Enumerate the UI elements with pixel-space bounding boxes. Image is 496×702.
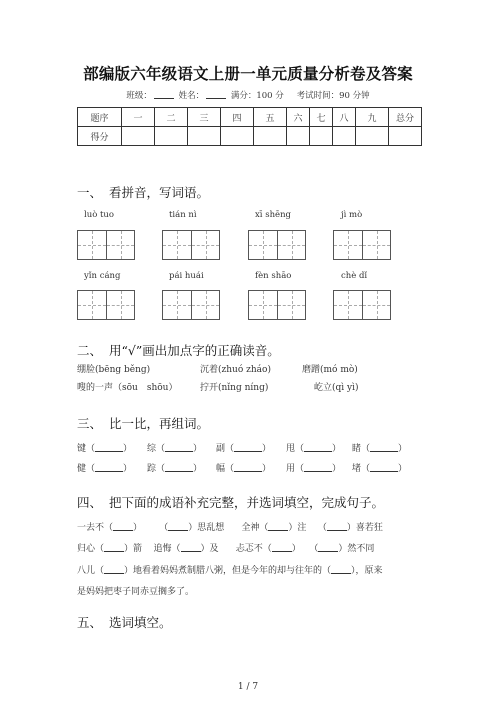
pinyin: chè dǐ (341, 271, 368, 281)
score-input-cell[interactable] (254, 127, 287, 146)
idiom-line-2: 归心（ ）箭 追悔（ ）及 忐忑不（ ） （ ）然不同 (77, 544, 375, 554)
score-input-cell[interactable] (310, 127, 333, 146)
answer-blank[interactable] (104, 542, 124, 552)
pinyin: xī shēng (255, 210, 291, 220)
answer-blank[interactable] (165, 442, 193, 452)
section-number: 四、 (77, 495, 103, 510)
section-3-heading (77, 414, 209, 432)
idiom-line-3: 八儿（ ）地看着妈妈煮制腊八粥，但是今年的却与往年的（ ），原来 (77, 566, 383, 576)
writing-grid[interactable] (248, 230, 306, 260)
pinyin: yǐn cáng (84, 271, 121, 281)
section-title: 看拼音，写词语。 (109, 185, 210, 200)
section-title: 选词填空。 (109, 615, 172, 630)
reading-option[interactable]: 磨蹭(mó mò) (302, 365, 358, 375)
table-cell: 题序 (78, 108, 122, 127)
section-number: 三、 (77, 416, 103, 431)
compare-item: 用（ ） (286, 464, 342, 474)
answer-blank[interactable] (168, 521, 188, 531)
score-input-cell[interactable] (356, 127, 389, 146)
table-cell: 三 (188, 108, 221, 127)
reading-option[interactable]: 嗖的一声（sōu shōu） (77, 383, 178, 393)
pinyin: pái huái (169, 271, 204, 281)
full-score: 满分：100 分 (230, 91, 284, 101)
compare-item: 幅（ ） (216, 464, 272, 474)
answer-blank[interactable] (272, 542, 292, 552)
character: 综 (147, 444, 157, 454)
section-number: 五、 (77, 615, 103, 630)
reading-option[interactable]: 屹立(qì yì) (314, 383, 359, 393)
document-title: 部编版六年级语文上册一单元质量分析卷及答案 (83, 65, 413, 83)
answer-blank[interactable] (95, 442, 123, 452)
answer-blank[interactable] (104, 564, 124, 574)
section-4-heading (77, 493, 384, 511)
compare-item: 堵（ ） (352, 464, 408, 474)
section-1-heading (77, 183, 209, 201)
compare-item: 副（ ） (216, 444, 272, 454)
section-number: 二、 (77, 343, 103, 358)
answer-blank[interactable] (181, 542, 201, 552)
answer-blank[interactable] (268, 521, 288, 531)
answer-blank[interactable] (234, 442, 262, 452)
table-cell: 得分 (78, 127, 122, 146)
table-cell: 九 (356, 108, 389, 127)
character: 副 (216, 444, 226, 454)
compare-row-2: 健（ ） (77, 464, 133, 474)
score-input-cell[interactable] (221, 127, 254, 146)
reading-option[interactable]: 绷脸(bēng běng) (77, 365, 151, 375)
score-input-cell[interactable] (287, 127, 310, 146)
pinyin: luò tuo (84, 210, 115, 220)
class-label: 班级： (126, 91, 152, 101)
idiom-line-1: 一去不（ ） （ ）思乱想 全神（ ）注 （ ）喜若狂 (77, 523, 383, 533)
answer-blank[interactable] (95, 462, 123, 472)
section-2-heading (77, 341, 280, 359)
character: 幅 (216, 464, 226, 474)
writing-grid[interactable] (162, 230, 220, 260)
table-cell: 七 (310, 108, 333, 127)
score-table-header-row (78, 108, 422, 127)
answer-blank[interactable] (370, 442, 398, 452)
answer-blank[interactable] (304, 462, 332, 472)
compare-item: 踪（ ） (147, 464, 203, 474)
writing-grid[interactable] (248, 290, 306, 320)
table-cell: 一 (122, 108, 155, 127)
writing-grid[interactable] (333, 290, 391, 320)
character: 健 (77, 464, 87, 474)
character: 睹 (352, 444, 362, 454)
score-table (77, 107, 422, 146)
table-cell: 八 (333, 108, 356, 127)
score-input-cell[interactable] (188, 127, 221, 146)
answer-blank[interactable] (327, 521, 347, 531)
name-blank (206, 89, 226, 99)
reading-option[interactable]: 拧开(nǐng níng) (200, 383, 269, 393)
writing-grid[interactable] (77, 230, 135, 260)
section-title: 用“√”画出加点字的正确读音。 (109, 343, 280, 358)
answer-blank[interactable] (370, 462, 398, 472)
writing-grid[interactable] (77, 290, 135, 320)
pinyin: tián nì (169, 210, 197, 220)
table-cell: 总分 (389, 108, 422, 127)
character: 堵 (352, 464, 362, 474)
compare-item: 综（ ） (147, 444, 203, 454)
pinyin: fèn shāo (255, 271, 292, 281)
exam-info-line (0, 89, 496, 101)
table-cell: 六 (287, 108, 310, 127)
score-input-cell[interactable] (155, 127, 188, 146)
score-input-cell[interactable] (122, 127, 155, 146)
answer-blank[interactable] (304, 442, 332, 452)
writing-grid[interactable] (333, 230, 391, 260)
section-number: 一、 (77, 185, 103, 200)
table-cell: 五 (254, 108, 287, 127)
score-input-cell[interactable] (333, 127, 356, 146)
answer-blank[interactable] (113, 521, 133, 531)
answer-blank[interactable] (234, 462, 262, 472)
score-input-cell[interactable] (389, 127, 422, 146)
answer-blank[interactable] (318, 542, 338, 552)
section-title: 比一比，再组词。 (109, 416, 210, 431)
character: 踪 (147, 464, 157, 474)
class-blank (154, 89, 174, 99)
section-title: 把下面的成语补充完整，并选词填空，完成句子。 (109, 495, 385, 510)
table-cell: 四 (221, 108, 254, 127)
writing-grid[interactable] (162, 290, 220, 320)
score-table-score-row (78, 127, 422, 146)
exam-time: 考试时间：90 分钟 (296, 91, 370, 101)
compare-item: 睹（ ） (352, 444, 408, 454)
answer-blank[interactable] (331, 564, 351, 574)
compare-row-1: 键（ ） (77, 444, 133, 454)
compare-item: 甩（ ） (286, 444, 342, 454)
name-label: 姓名： (178, 91, 205, 101)
answer-blank[interactable] (165, 462, 193, 472)
character: 甩 (286, 444, 296, 454)
character: 用 (286, 464, 296, 474)
pinyin: jì mò (341, 210, 363, 220)
page-number: 1 / 7 (237, 682, 259, 692)
table-cell: 二 (155, 108, 188, 127)
section-5-heading (77, 613, 172, 631)
character: 键 (77, 444, 87, 454)
idiom-line-4: 是妈妈把枣子同赤豆搁多了。 (77, 587, 195, 597)
reading-option[interactable]: 沉着(zhuó zháo) (200, 365, 271, 375)
